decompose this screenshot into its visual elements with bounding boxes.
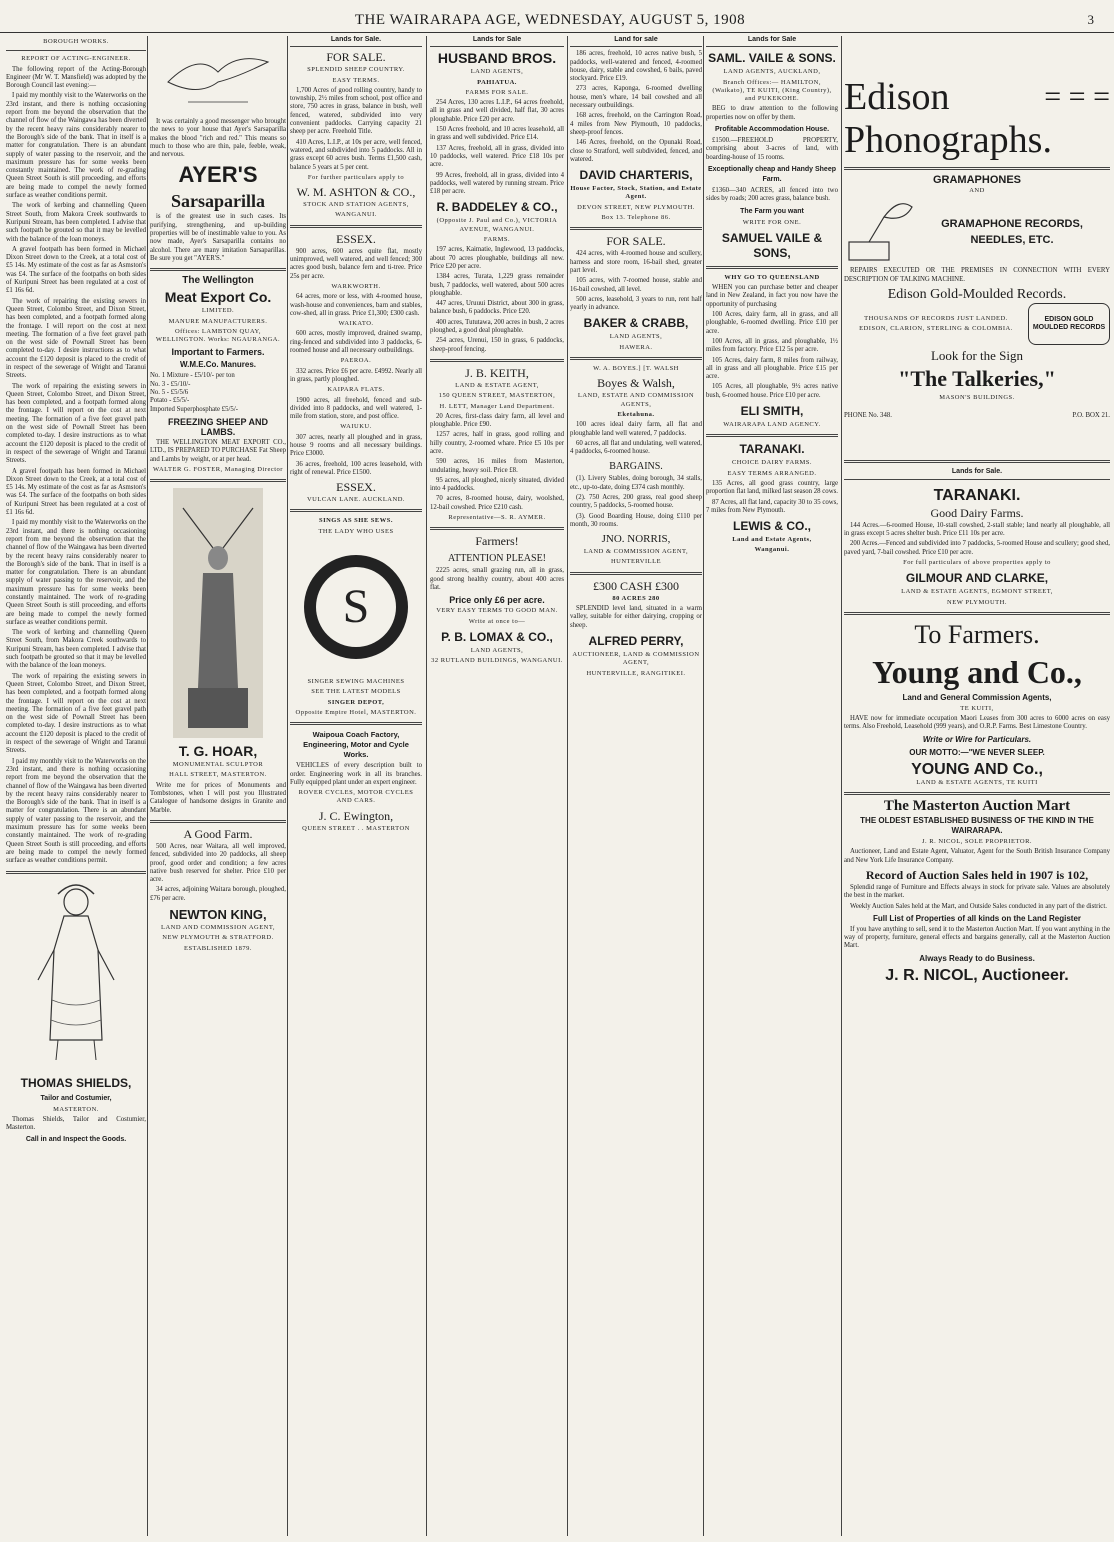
listing: 64 acres, more or less, with 4-roomed house, wash-house and conveniences, barn and stables, cow-shed, all in grass. Price £1,300; £300 cash. — [290, 293, 422, 317]
profit-heading: Profitable Accommodation House. — [714, 126, 830, 134]
perry-town: HUNTERVILLE, RANGITIKEI. — [586, 669, 686, 677]
young-sub-2: LAND & ESTATE AGENTS, TE KUITI — [916, 778, 1038, 786]
perry-name: ALFRED PERRY, — [588, 633, 684, 648]
charteris-address: DEVON STREET, NEW PLYMOUTH. — [577, 203, 695, 211]
newspaper-title: THE WAIRARAPA AGE, WEDNESDAY, AUGUST 5, 1908 — [354, 12, 746, 28]
ashton-town: WANGANUI. — [335, 211, 377, 219]
article-paragraph: The work of kerbing and channelling Queen Street South, from Makora Creek southwards to Kuripuni Stream, has been completed. I advise that such footpath be grouted so that it may be levelled with the balance of the loan moneys. — [6, 629, 146, 670]
ayer-body: is of the greatest use in such cases. Its purifying, strengthening, and up-building properties will be of inestimable value to you. As now made, Ayer's Sarsaparilla contains no alcohol. There are many imitation Sarsaparillas. Be sure you get "AYER'S." — [150, 213, 286, 262]
divider — [844, 460, 1110, 463]
representative: Representative—S. R. AYMER. — [448, 514, 546, 522]
repairs-text: REPAIRS EXECUTED OR THE PREMISES IN CONNECTION WITH EVERY DESCRIPTION OF TALKING MACHINE. — [844, 267, 1110, 283]
easy-terms: EASY TERMS ARRANGED. — [727, 469, 817, 477]
choice-heading: CHOICE DAIRY FARMS. — [731, 459, 813, 467]
for-sale-heading: FOR SALE. — [606, 234, 666, 249]
listing: 254 acres, Urenui, 150 in grass, 6 paddocks, sheep-proof fencing. — [430, 337, 564, 353]
gilmour-name: GILMOUR AND CLARKE, — [905, 571, 1049, 586]
gold-moulded-heading: Edison Gold-Moulded Records. — [887, 286, 1067, 302]
manures-heading: W.M.E.Co. Manures. — [179, 360, 256, 370]
manure-line: No. 5 - £5/5/6 — [150, 389, 189, 397]
brands-line: EDISON, CLARION, STERLING & COLOMBIA. — [859, 324, 1013, 332]
farm-body: 500 Acres, near Waitara, all well improved, fenced, subdivided into 20 paddocks, all sheep proof, good order and condition; a few acres native bush reserved for shelter. Price £10 per acre. — [150, 842, 286, 884]
column-divider — [287, 36, 288, 1536]
divider — [6, 871, 146, 874]
column-divider — [147, 36, 148, 1536]
auctioneer-line: Auctioneer, Land and Estate Agent, Valuator, Agent for the South British Insurance Company and New York Life Insurance Company. — [844, 848, 1110, 864]
masons-line: MASON'S BUILDINGS. — [939, 393, 1015, 401]
manure-line: No. 3 - £5/10/- — [150, 380, 191, 388]
ayer-subtitle: Sarsaparilla — [170, 191, 265, 212]
look-line: Look for the Sign — [930, 347, 1024, 363]
section-header: Land for sale — [570, 36, 702, 47]
baker-town: HAWERA. — [619, 343, 653, 351]
vaile-name: SAML. VAILE & SONS. — [708, 51, 836, 66]
svg-text:S: S — [342, 580, 370, 634]
important-heading: Important to Farmers. — [171, 347, 265, 358]
price-line: Price only £6 per acre. — [449, 595, 545, 606]
gram-row — [844, 197, 1110, 267]
records-text — [844, 313, 1028, 336]
cash-heading: £300 CASH £300 — [592, 578, 679, 593]
weekly-line: Weekly Auction Sales held at the Mart, and Outside Sales conducted in any part of the district. — [850, 902, 1107, 910]
listing: 1,700 Acres of good rolling country, handy to township, 2½ miles from school, post office and store, 750 acres in grass, balance in bush, well fenced, watered, subdivided into very convenient paddocks. Carrying capacity 21 sheep per acre. Freehold Title. — [290, 86, 422, 136]
charteris-sub: House Factor, Stock, Station, and Estate Agent. — [570, 185, 702, 201]
manure-line: Imported Superphosphate £5/5/- — [150, 405, 238, 413]
wme-manure: MANURE MANUFACTURERS. — [168, 317, 268, 325]
listing: WHEN you can purchase better and cheaper land in New Zealand, in fact you now have the opportunity of purchasing — [706, 284, 838, 308]
ewington-name: J. C. Ewington, — [318, 808, 394, 823]
easy-terms: EASY TERMS. — [332, 76, 380, 84]
gram-text — [914, 215, 1110, 249]
exc-heading: Exceptionally cheap and Handy Sheep Farm. — [708, 165, 836, 183]
listing: £1360—340 ACRES, all fenced into two sides by roads; 200 acres grass, balance bush. — [706, 186, 838, 203]
singer-sub: THE LADY WHO USES — [318, 527, 394, 535]
dairy-heading: Good Dairy Farms. — [930, 505, 1024, 520]
keith-name: J. B. KEITH, — [465, 365, 529, 380]
listing: 105 Acres, dairy farm, 8 miles from railway, all in grass and all ploughable. Price £15 per acre. — [706, 356, 838, 381]
listing: 1257 acres, half in grass, good rolling and hilly country, 2-roomed whare. Price £5 10s per acre. — [430, 431, 564, 455]
article-paragraph: I paid my monthly visit to the Waterworks on the 23rd instant, and there is nothing occasioning report from me beyond the observation that the channel of flow of the Waingawa has been diverted by the recent heavy rains considerably nearer to the Borough's side of the bank. That in itself is a matter for congratulation. There is an abundant supply of water passing to the reservoir, and the maximum pressure has for some weeks been constantly maintained. The work of re-grading Queen Street South is still proceeding, and efforts are being made to compel the newly formed surface as weather conditions permit. — [6, 92, 146, 200]
section-header: Lands for Sale — [706, 36, 838, 47]
lomax-name: P. B. LOMAX & CO., — [441, 629, 553, 644]
shields-town: MASTERTON. — [53, 1105, 99, 1113]
lewis-sub: Land and Estate Agents, — [732, 536, 812, 544]
essex-address: VULCAN LANE. AUCKLAND. — [306, 496, 406, 504]
boyes-walsh: Boyes & Walsh, — [597, 376, 675, 391]
column-lands-3 — [290, 36, 422, 1536]
keith-sub: LAND & ESTATE AGENT, — [455, 381, 539, 389]
singer-foot: SEE THE LATEST MODELS — [311, 688, 401, 696]
lands-header: Lands for Sale. — [844, 468, 1110, 479]
nicol-auctioneer: J. R. NICOL, Auctioneer. — [885, 966, 1069, 984]
baddeley-sub: (Opposite J. Paul and Co.), VICTORIA AVENUE, WANGANUI. — [436, 217, 558, 233]
smith-sub: WAIRARAPA LAND AGENCY. — [723, 421, 821, 429]
manure-line: Potato - £5/5/- — [150, 397, 190, 405]
shields-name: THOMAS SHIELDS, — [20, 1075, 132, 1090]
waipoua-body: VEHICLES of every description built to order. Engineering work in all its branches. Fully equipped plant under an expert engineer. — [290, 762, 422, 786]
listing: 900 acres, 600 acres quite flat, mostly unimproved, well watered, and well fenced; 300 acres good bush, balance fern and ti-tree. Price 25s per acre. — [290, 247, 422, 280]
listing: 307 acres, nearly all ploughed and in grass, house 9 rooms and all necessary buildings. Price £3000. — [290, 433, 422, 458]
vaile-name-2: SAMUEL VAILE & SONS, — [721, 230, 823, 260]
farm-body: 34 acres, adjoining Waitara borough, ploughed, £76 per acre. — [150, 886, 286, 902]
vaile-sub: LAND AGENTS, AUCKLAND, — [723, 68, 821, 76]
bargains-heading: BARGAINS. — [609, 461, 663, 473]
listing: 135 Acres, all good grass country, large proportion flat land, milked last season 28 cows. — [706, 479, 838, 496]
oldest-line: THE OLDEST ESTABLISHED BUSINESS OF THE KIND IN THE WAIRARAPA. — [860, 816, 1094, 836]
newton-sub: LAND AND COMMISSION AGENT, — [161, 923, 275, 931]
column-lands-4 — [430, 36, 564, 1536]
talkeries-title: "The Talkeries," — [898, 365, 1056, 391]
hoar-address: HALL STREET, MASTERTON. — [169, 771, 267, 779]
farms-heading: FARMS. — [483, 236, 511, 244]
norris-sub: LAND & COMMISSION AGENT, — [583, 548, 689, 556]
shields-trade: Tailor and Costumier, — [40, 1094, 112, 1102]
column-edison-ads — [844, 36, 1110, 1536]
essex-heading: ESSEX. — [336, 480, 376, 495]
listing: (2). 750 Acres, 200 grass, real good sheep country, 5 paddocks, 5-roomed house. — [570, 493, 702, 510]
divider — [570, 227, 702, 230]
baddeley-name: R. BADDELEY & CO., — [436, 200, 558, 215]
divider — [290, 722, 422, 725]
listing: 424 acres, with 4-roomed house and scullery, harness and store room, 16-bail shed, greater part level. — [570, 250, 702, 274]
wme-name-2: Meat Export Co. — [164, 289, 272, 306]
wme-offices: Offices: LAMBTON QUAY, WELLINGTON. Works: NGAURANGA. — [155, 327, 281, 344]
masthead — [0, 0, 1114, 26]
gram-needles: NEEDLES, ETC. — [970, 234, 1054, 247]
wanted-heading: The Farm you want — [740, 207, 804, 215]
listing: SPLENDID level land, situated in a warm valley, suitable for either dairying, cropping or sheep. — [570, 605, 702, 629]
listing: 600 acres, mostly improved, drained swamp, ring-fenced and subdivided into 3 paddocks, 6-roomed house and all necessary outbuildings. — [290, 330, 422, 355]
listing: 273 acres, Kaponga, 6-roomed dwelling house, men's whare, 14 bail cowshed and all necessary outbuildings. — [570, 85, 702, 110]
young-body: HAVE now for immediate occupation Maori Leases from 300 acres to 6000 acres on easy terms. Also Freehold, Leasehold (999 years), and O.R.P. Farms. Best Limestone Country. — [844, 715, 1110, 731]
rover: ROVER CYCLES, MOTOR CYCLES AND CARS. — [298, 789, 414, 805]
motto-line: OUR MOTTO:—"WE NEVER SLEEP. — [909, 747, 1045, 757]
hoar-trade: MONUMENTAL SCULPTOR — [172, 761, 264, 769]
singer-address: Opposite Empire Hotel, MASTERTON. — [295, 708, 417, 716]
column-ads-2 — [150, 36, 286, 1536]
place-heading: KAIPARA FLATS. — [327, 386, 385, 394]
column-divider — [703, 36, 704, 1536]
contact-row — [844, 412, 1110, 420]
divider — [430, 359, 564, 362]
young-name-2: YOUNG AND Co., — [911, 760, 1043, 778]
boyes-principals: W. A. BOYES.] [T. WALSH — [593, 365, 679, 373]
article-paragraph: The work of repairing the existing sewers in Queen Street, Colombo Street, and Dixon Street, has been completed, and a footpath formed along the frontage. I will report on the cost at next meeting. The formation of a five feet gravel path on the west side of Pownall Street has been completed to-day. I desire instructions as to what account the £120 deposit is placed to the credit of in respect of the sewerage of Wright and Taranui Streets. — [6, 382, 146, 465]
column-borough-works — [6, 36, 146, 1536]
charteris-name: DAVID CHARTERIS, — [579, 168, 693, 183]
taranaki-heading: TARANAKI. — [933, 486, 1021, 504]
edison-title: Edison — [844, 76, 950, 118]
place-heading: WAIUKU. — [340, 423, 372, 431]
for-sale-heading: FOR SALE. — [326, 50, 386, 65]
edison-row — [844, 76, 1110, 118]
manure-line: No. 1 Mixture - £5/10/- per ton — [150, 372, 235, 380]
listing: 400 acres, Tututawa, 200 acres in bush, 2 acres ploughed, a good deal ploughable. — [430, 318, 564, 335]
listing: 410 Acres, L.I.P., at 10s per acre, well fenced, watered, and subdivided into 5 paddocks. All in grass except 60 acres bush. Terms £1,500 cash, balance 5 years at 5 per cent. — [290, 138, 422, 171]
shields-call: Call in and Inspect the Goods. — [25, 1136, 127, 1144]
column-lands-5 — [570, 36, 702, 1536]
taranaki-heading: TARANAKI. — [739, 442, 805, 457]
header-rule — [0, 32, 1114, 33]
smith-name: ELI SMITH, — [740, 404, 804, 419]
ashton-name: W. M. ASHTON & CO., — [296, 185, 416, 200]
gram-heading: GRAMAPHONES — [932, 174, 1021, 186]
easy-terms: VERY EASY TERMS TO GOOD MAN. — [436, 607, 558, 615]
article-paragraph: A gravel footpath has been formed in Michael Dixon Street down to the Creek, at a total cost of £5 14s. My estimate of the cost as far as Asmston's was £4. The surface of the footpaths on both sides of Kuripuni Street has been regulated at a cost of £1 16s 6d. — [6, 245, 146, 295]
place-heading: PAEROA. — [340, 357, 372, 365]
listing: £1500.—FREEHOLD PROPERTY, comprising about 3-acres of land, with boarding-house of 15 rooms. — [706, 137, 838, 161]
article-paragraph: The work of repairing the existing sewers in Queen Street, Colombo Street, and Dixon Street, has been completed, and a footpath formed along the frontage. I will report on the cost at next meeting. The formation of a five feet gravel path on the west side of Pownall Street has been completed to-day. I desire instructions as to what account the £120 deposit is placed to the credit of in respect of the sewerage of Wright and Taranui Streets. — [6, 672, 146, 755]
particulars-line: For full particulars of above properties apply to — [903, 558, 1051, 566]
article-paragraph: The work of repairing the existing sewers in Queen Street, Colombo Street, and Dixon Street, has been completed, and a footpath formed along the frontage. I will report on the cost at next meeting. The formation of a five feet gravel path on the west side of Pownall Street has been completed to-day. I desire instructions as to what account the £120 deposit is placed to the credit of in respect of the sewerage of Wright and Taranui Streets. — [6, 297, 146, 380]
page-number: 3 — [1087, 12, 1094, 27]
full-list-line: Full List of Properties of all kinds on the Land Register — [872, 913, 1082, 923]
singer-logo-illustration — [301, 542, 411, 672]
article-heading: BOROUGH WORKS. — [43, 38, 109, 45]
boyes-sub: LAND, ESTATE AND COMMISSION AGENTS, — [577, 392, 695, 408]
write-line: WRITE FOR ONE. — [742, 218, 802, 226]
divider — [570, 572, 702, 575]
farm-title: A Good Farm. — [183, 826, 253, 841]
listing: 105 acres, with 7-roomed house, stable and 16-bail cowshed, all level. — [570, 277, 702, 293]
divider — [844, 792, 1110, 795]
listing: 500 acres, leasehold, 3 years to run, rent half yearly in advance. — [570, 295, 702, 312]
wme-name: The Wellington — [182, 275, 254, 287]
article-paragraph: A gravel footpath has been formed in Michael Dixon Street down to the Creek, at a total cost of £5 14s. My estimate of the cost as far as Asmston's was £4. The surface of the footpaths on both sides of Kuripuni Street has been regulated at a cost of £1 16s 6d. — [6, 467, 146, 517]
attention-heading: ATTENTION PLEASE! — [447, 553, 547, 565]
farms-for-sale: FARMS FOR SALE. — [465, 88, 529, 96]
divider — [290, 509, 422, 512]
boyes-town: Eketahuna. — [617, 410, 655, 418]
norris-town: HUNTERVILLE — [610, 558, 662, 566]
listing: 100 Acres, all in grass, and ploughable, 1½ miles from factory. Price £12 5s per acre. — [706, 337, 838, 354]
section-header: Lands for Sale — [430, 36, 564, 47]
newton-town: NEW PLYMOUTH & STRATFORD. — [162, 934, 274, 942]
acres-heading: 80 ACRES 280 — [612, 594, 660, 602]
hoar-name: T. G. HOAR, — [178, 743, 258, 760]
gram-and: AND — [969, 187, 985, 194]
gilmour-sub: LAND & ESTATE AGENTS, EGMONT STREET, — [901, 588, 1053, 596]
vaile-branch: Branch Offices:— HAMILTON, (Waikato), TE KUITI, (King Country), and PUKEKOHE. — [712, 78, 832, 103]
queensland-heading: WHY GO TO QUEENSLAND — [724, 273, 820, 281]
divider — [844, 167, 1110, 170]
perry-sub: AUCTIONEER, LAND & COMMISSION AGENT, — [572, 650, 700, 667]
listing: 186 acres, freehold, 10 acres native bush, 5 paddocks, well-watered and fenced, 4-roomed house, dairy, stable and cowshed, 6 bails, paved stockyard. Price £19. — [570, 50, 702, 83]
write-line: Write at once to— — [468, 617, 526, 625]
thousands-line: THOUSANDS OF RECORDS JUST LANDED. — [864, 314, 1008, 322]
listing: 2225 acres, small grazing run, all in grass, good strong healthy country, about 400 acres flat. — [430, 567, 564, 591]
freezing-heading: FREEZING SHEEP AND LAMBS. — [167, 416, 268, 437]
listing: 36 acres, freehold, 100 acres leasehold, with right of renewal. Price £1500. — [290, 460, 422, 476]
hoar-body: Write me for prices of Monuments and Tombstones, when I will post you Illustrated Catalogue of handsome designs in Granite and Marble. — [150, 781, 286, 814]
equals-ornament: = = = — [1044, 79, 1110, 113]
listing: 168 acres, freehold, on the Carrington Road, 4 miles from New Plymouth, 10 paddocks, sheep-proof fences. — [570, 112, 702, 136]
divider — [150, 820, 286, 823]
listing: 144 Acres.—6-roomed House, 10-stall cowshed, 2-stall stable; land nearly all ploughable, all in grass except 5 acres shelter bush. Price £11 10s per acre. — [844, 521, 1110, 538]
article-paragraph: The work of kerbing and channelling Queen Street South, from Makora Creek southwards to Kuripuni Stream, has been completed. I advise that such footpath be grouted so that it may be levelled with the balance of the loan moneys. — [6, 202, 146, 243]
column-lands-6 — [706, 36, 838, 1536]
listing: 200 Acres.—Fenced and subdivided into 7 paddocks, 5-roomed House and scullery; good shed, paved yard, 7-bail cowshed. Price £10 per acre. — [844, 540, 1110, 556]
listing: (1). Livery Stables, doing borough, 34 stalls, etc., up-to-date, doing £374 cash monthly. — [570, 475, 702, 491]
keith-manager: H. LETT, Manager Land Department. — [439, 402, 555, 410]
listing: 197 acres, Kaimatie, Inglewood, 13 paddocks, about 70 acres ploughable, buildings all new. Price £20 per acre. — [430, 246, 564, 270]
divider — [844, 612, 1110, 615]
singer-depot: SINGER DEPOT, — [327, 698, 385, 706]
singer-logo-text: SINGER SEWING MACHINES — [307, 678, 405, 686]
husband-bros: HUSBAND BROS. — [437, 50, 557, 67]
listing: 60 acres, all flat and undulating, well watered, 4 paddocks, 6-roomed house. — [570, 439, 702, 456]
particulars: For further particulars apply to — [307, 173, 405, 181]
listing: 332 acres. Price £6 per acre. £4992. Nearly all in grass, partly ploughed. — [290, 367, 422, 383]
listing: 87 Acres, all flat land, capacity 30 to 35 cows, 7 miles from New Plymouth. — [706, 498, 838, 514]
young-title: Young and Co., — [872, 653, 1082, 690]
place-heading: WAIKATO. — [338, 320, 374, 328]
divider — [6, 50, 146, 51]
splendid-heading: SPLENDID SHEEP COUNTRY. — [307, 66, 405, 74]
listing: 254 Acres, 130 acres L.I.P., 64 acres freehold, all in grass and well divided, half flat, 30 acres ploughable. Price £20 per acre. — [430, 99, 564, 123]
charteris-box: Box 13. Telephone 86. — [601, 214, 671, 222]
wme-signature: WALTER G. FOSTER, Managing Director — [153, 465, 283, 473]
young-sub: Land and General Commission Agents, — [902, 692, 1052, 702]
listing: 70 acres, 8-roomed house, dairy, woolshed, 12-bail cowshed. Price £210 cash. — [430, 495, 564, 511]
bird-illustration — [158, 42, 278, 112]
mart-title: The Masterton Auction Mart — [883, 798, 1071, 815]
ayer-intro: It was certainly a good messenger who brought the news to your house that Ayer's Sarsaparilla makes the blood "rich and red." This means so much to those who are thin, pale, feeble, weak, and nervous. — [150, 118, 286, 159]
newton-king: NEWTON KING, — [169, 906, 267, 922]
to-farmers-title: To Farmers. — [914, 619, 1040, 649]
splendid-line: Splendid range of Furniture and Effects always in stock for private sale. Values are absolutely the best in the market. — [844, 883, 1110, 900]
divider — [706, 434, 838, 437]
gold-cylinder-illustration: EDISON GOLD MOULDED RECORDS — [1028, 303, 1110, 345]
keith-address: 150 QUEEN STREET, MASTERTON, — [438, 392, 556, 400]
norris-name: JNO. NORRIS, — [601, 533, 671, 546]
place-heading: WARKWORTH. — [331, 282, 381, 290]
gilmour-town: NEW PLYMOUTH. — [947, 598, 1007, 606]
always-ready: Always Ready to do Business. — [919, 953, 1035, 963]
ewington-address: QUEEN STREET . . MASTERTON — [302, 824, 410, 832]
pahiatua: PAHIATUA. — [477, 78, 517, 86]
divider — [150, 268, 286, 271]
divider — [430, 527, 564, 530]
listing: 1384 acres, Turata, 1,229 grass remainder bush, 7 paddocks, well watered, about 500 acres ploughable. — [430, 273, 564, 297]
section-header: Lands for Sale. — [290, 36, 422, 47]
article-paragraph: I paid my monthly visit to the Waterworks on the 23rd instant, and there is nothing occasioning report from me beyond the observation that the channel of flow of the Waingawa has been diverted by the recent heavy rains considerably nearer to the Borough's side of the bank. That in itself is a matter for congratulation. There is an abundant supply of water passing to the reservoir, and the maximum pressure has for some weeks been constantly maintained. The work of re-grading Queen Street South is still proceeding, and efforts are being made to compel the newly formed surface as weather conditions permit. — [6, 757, 146, 865]
young-town: TE KUITI, — [960, 704, 994, 712]
ashton-sub: STOCK AND STATION AGENTS, — [303, 201, 409, 209]
column-divider — [426, 36, 427, 1536]
listing: 590 acres, 16 miles from Masterton, undulating, heavy soil. Price £8. — [430, 458, 564, 474]
monument-statue-illustration — [163, 488, 273, 738]
gram-records: GRAMAPHONE RECORDS, — [941, 218, 1083, 231]
wme-limited: LIMITED. — [201, 307, 235, 315]
record-line: Record of Auction Sales held in 1907 is 102, — [865, 867, 1089, 882]
lomax-sub: LAND AGENTS, — [470, 646, 524, 654]
essex-heading: ESSEX. — [336, 231, 376, 246]
divider — [150, 479, 286, 482]
farmers-heading: Farmers! — [475, 534, 519, 549]
listing: (3). Good Boarding House, doing £110 per month, 30 rooms. — [570, 512, 702, 528]
records-row — [844, 303, 1110, 345]
waipoua-heading: Waipoua Coach Factory, Engineering, Motor and Cycle Works. — [303, 730, 409, 760]
wme-body: THE WELLINGTON MEAT EXPORT CO., LTD., IS PREPARED TO PURCHASE Fat Sheep and Lambs by weight, or at per head. — [150, 438, 286, 463]
po-box: P.O. BOX 21. — [1072, 412, 1110, 420]
baker-crabb: BAKER & CRABB, — [583, 316, 689, 331]
article-paragraph: I paid my monthly visit to the Waterworks on the 23rd instant, and there is nothing occasioning report from me beyond the observation that the channel of flow of the Waingawa has been diverted by the recent heavy rains considerably nearer to the Borough's side of the bank. That in itself is a matter for congratulation. There is an abundant supply of water passing to the reservoir, and the maximum pressure has for some weeks been constantly maintained. The work of re-grading Queen Street South is still proceeding, and efforts are being made to compel the newly formed surface as weather conditions permit. — [6, 519, 146, 626]
listing: 20 Acres, first-class dairy farm, all level and ploughable. Price £90. — [430, 412, 564, 429]
lewis-town: Wanganui. — [754, 546, 790, 554]
singer-heading: SINGS AS SHE SEWS. — [318, 517, 394, 525]
gramophone-icon — [844, 197, 914, 267]
sell-line: If you have anything to sell, send it to the Masterton Auction Mart. If you want anything in the way of property, furniture, general effects and bargains generally, call at the Masterton Auction Mart. — [844, 925, 1110, 950]
listing: 447 acres, Uruuui District, about 300 in grass, balance bush, 6 paddocks. Price £20. — [430, 300, 564, 316]
woman-figure-illustration — [28, 880, 124, 1070]
listing: 150 Acres freehold, and 10 acres leasehold, all in grass and well subdivided. Price £14. — [430, 126, 564, 142]
listing: 137 Acres, freehold, all in grass, divided into 10 paddocks, well watered. Price £18 10s per acre. — [430, 144, 564, 169]
divider — [570, 357, 702, 360]
divider — [706, 266, 838, 269]
phonographs-title: Phonographs. — [844, 119, 1052, 161]
listing: 1900 acres, all freehold, fenced and sub-divided into 8 paddocks, and well watered, 1-mile from station, store, and post office. — [290, 396, 422, 421]
baker-sub: LAND AGENTS, — [609, 333, 663, 341]
listing: BEG to draw attention to the following properties now on offer by them. — [706, 105, 838, 121]
husband-sub: LAND AGENTS, — [470, 68, 524, 76]
phone-number: PHONE No. 348. — [844, 412, 892, 420]
nicol-proprietor: J. R. NICOL, SOLE PROPRIETOR. — [921, 838, 1033, 846]
lewis-name: LEWIS & CO., — [733, 519, 811, 534]
listing: 100 acres ideal dairy farm, all flat and ploughable land well watered, 7 paddocks. — [570, 421, 702, 437]
newton-established: ESTABLISHED 1879. — [184, 944, 252, 952]
listing: 105 Acres, all ploughable, 9½ acres native bush, 6-roomed house. Price £10 per acre. — [706, 383, 838, 399]
listing: 95 acres, all ploughed, nicely situated, divided into 4 paddocks. — [430, 476, 564, 493]
wire-line: Write or Wire for Particulars. — [922, 734, 1032, 744]
divider — [290, 225, 422, 228]
listing: 146 Acres, freehold, on the Opunaki Road, close to Stratford, well subdivided, fenced, and watered. — [570, 139, 702, 163]
ayer-title: AYER'S — [178, 162, 258, 188]
column-divider — [567, 36, 568, 1536]
shields-body: Thomas Shields, Tailor and Costumier, Masterton. — [6, 1115, 146, 1132]
listing: 99 Acres, freehold, all in grass, divided into 4 paddocks, well watered by running stream. Price £18 per acre. — [430, 171, 564, 196]
column-divider — [841, 36, 842, 1536]
article-paragraph: The following report of the Acting-Borough Engineer (Mr W. T. Mansfield) was adopted by the Borough Council last evening:— — [6, 65, 146, 90]
listing: 100 Acres, dairy farm, all in grass, and all ploughable, 6-roomed dwelling. Price £10 per acre. — [706, 311, 838, 335]
lomax-address: 32 RUTLAND BUILDINGS, WANGANUI. — [431, 657, 563, 665]
article-subheading: REPORT OF ACTING-ENGINEER. — [21, 55, 131, 63]
